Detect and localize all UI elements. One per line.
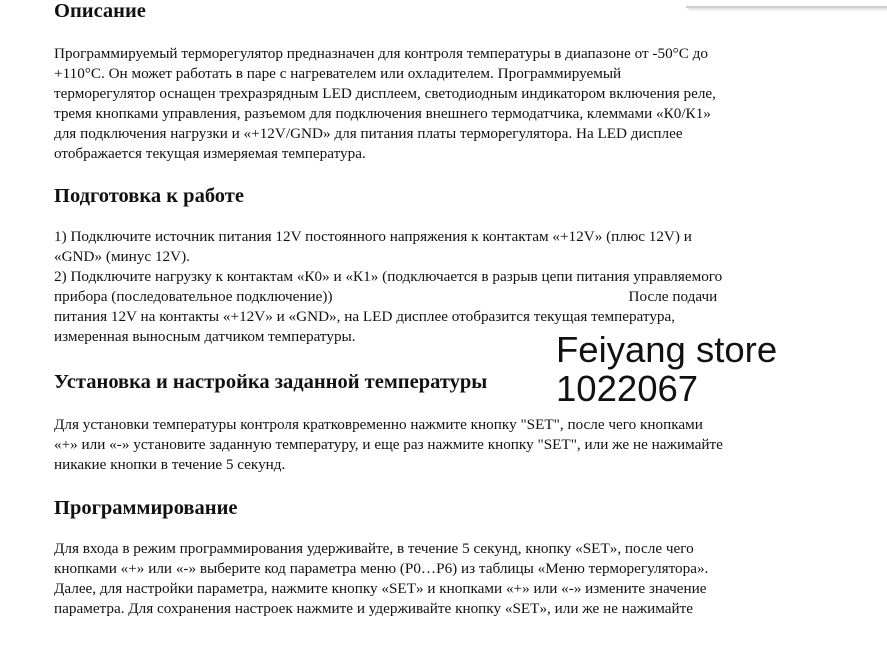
text-line: отображается текущая измеряемая температура. <box>54 145 366 162</box>
text-line: Программируемый терморегулятор предназначен для контроля температуры в диапазоне от -50°С до <box>54 45 708 62</box>
text-line: +110°С. Он может работать в паре с нагревателем или охладителем. Программируемый <box>54 65 622 82</box>
paragraph-description <box>54 44 716 164</box>
text-line: «+» или «-» установите заданную температуру, и еще раз нажмите кнопку "SET", или же не нажимайте <box>54 436 723 453</box>
heading-temperature-setup: Установка и настройка заданной температуры <box>54 371 488 393</box>
text-line: 2) Подключите нагрузку к контактам «К0» и «К1» (подключается в разрыв цепи питания управляемого <box>54 268 723 285</box>
store-watermark <box>556 330 777 408</box>
text-line: кнопками «+» или «-» выберите код параметра меню (Р0…Р6) из таблицы «Меню терморегулятора». <box>54 560 709 577</box>
text-line-part: После подачи <box>628 288 718 305</box>
text-line: Для установки температуры контроля кратковременно нажмите кнопку "SET", после чего кнопками <box>54 416 703 433</box>
paragraph-programming <box>54 539 708 619</box>
text-line: питания 12V на контакты «+12V» и «GND», на LED дисплее отобразится текущая температура, <box>54 308 676 325</box>
heading-preparation: Подготовка к работе <box>54 185 244 207</box>
text-line-part: прибора (последовательное подключение)) <box>54 288 333 305</box>
text-line <box>54 287 722 307</box>
overlay-box-corner <box>686 0 887 8</box>
heading-programming: Программирование <box>54 497 238 519</box>
text-line: тремя кнопками управления, разъемом для подключения внешнего термодатчика, клеммами «К0/К1» <box>54 105 711 122</box>
text-line: измеренная выносным датчиком температуры. <box>54 328 356 345</box>
text-line: никакие кнопки в течение 5 секунд. <box>54 456 286 473</box>
text-line: параметра. Для сохранения настроек нажмите и удерживайте кнопку «SET», или же не нажимайте <box>54 600 694 617</box>
watermark-store-name: Feiyang store <box>556 329 778 370</box>
text-line: терморегулятор оснащен трехразрядным LED дисплеем, светодиодным индикатором включения реле, <box>54 85 716 102</box>
text-line: «GND» (минус 12V). <box>54 248 190 265</box>
paragraph-temperature-setup <box>54 415 723 475</box>
heading-description: Описание <box>54 0 146 22</box>
text-line: 1) Подключите источник питания 12V постоянного напряжения к контактам «+12V» (плюс 12V) и <box>54 228 692 245</box>
text-line: Далее, для настройки параметра, нажмите кнопку «SET» и кнопками «+» или «-» измените значение <box>54 580 707 597</box>
text-line: для подключения нагрузки и «+12V/GND» для питания платы терморегулятора. На LED дисплее <box>54 125 683 142</box>
text-line: Для входа в режим программирования удерживайте, в течение 5 секунд, кнопку «SET», после чего <box>54 540 694 557</box>
watermark-store-id: 1022067 <box>556 368 699 409</box>
